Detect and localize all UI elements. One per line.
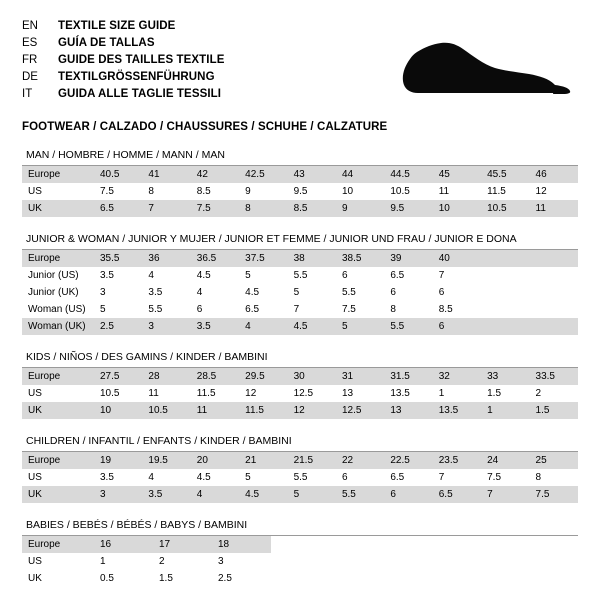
size-cell: 1 xyxy=(433,385,481,402)
page-title: FOOTWEAR / CALZADO / CHAUSSURES / SCHUHE / CALZATURE xyxy=(22,121,388,133)
row-label: Europe xyxy=(22,250,94,267)
size-cell: 5 xyxy=(336,318,384,335)
size-cell: 23.5 xyxy=(433,452,481,469)
language-title: GUIDA ALLE TAGLIE TESSILI xyxy=(58,88,222,100)
size-cell: 3 xyxy=(94,284,142,301)
size-table xyxy=(22,536,271,587)
size-cell: 6 xyxy=(384,284,432,301)
row-label: UK xyxy=(22,570,94,587)
language-code: EN xyxy=(22,20,38,32)
size-cell: 6 xyxy=(433,284,481,301)
group-title: CHILDREN / INFANTIL / ENFANTS / KINDER / BAMBINI xyxy=(26,435,292,447)
size-cell: 44 xyxy=(336,166,384,183)
size-cell: 12.5 xyxy=(288,385,336,402)
size-cell-empty xyxy=(481,301,529,318)
size-cell: 7.5 xyxy=(94,183,142,200)
size-cell: 32 xyxy=(433,368,481,385)
language-title: GUÍA DE TALLAS xyxy=(58,37,155,49)
size-cell: 10.5 xyxy=(384,183,432,200)
size-cell: 17 xyxy=(153,536,212,553)
size-cell: 2 xyxy=(153,553,212,570)
size-cell: 37.5 xyxy=(239,250,287,267)
size-cell: 2.5 xyxy=(94,318,142,335)
size-cell: 11 xyxy=(142,385,190,402)
size-cell: 0.5 xyxy=(94,570,153,587)
size-cell-empty xyxy=(481,284,529,301)
size-cell: 2 xyxy=(530,385,578,402)
size-cell: 16 xyxy=(94,536,153,553)
size-cell: 3.5 xyxy=(94,469,142,486)
size-cell: 1 xyxy=(481,402,529,419)
row-label: US xyxy=(22,553,94,570)
language-title: TEXTILE SIZE GUIDE xyxy=(58,20,176,32)
size-cell: 11.5 xyxy=(481,183,529,200)
size-cell: 7 xyxy=(433,267,481,284)
size-cell-empty xyxy=(530,284,578,301)
row-label: Woman (UK) xyxy=(22,318,94,335)
size-cell: 3 xyxy=(142,318,190,335)
row-label: Woman (US) xyxy=(22,301,94,318)
size-cell: 10 xyxy=(94,402,142,419)
size-cell: 1.5 xyxy=(481,385,529,402)
size-group-babies xyxy=(22,519,578,587)
size-cell: 6 xyxy=(384,486,432,503)
row-label: Europe xyxy=(22,166,94,183)
size-cell: 22.5 xyxy=(384,452,432,469)
row-label: UK xyxy=(22,486,94,503)
size-cell-empty xyxy=(530,267,578,284)
table-row xyxy=(22,570,271,587)
size-cell: 33.5 xyxy=(530,368,578,385)
size-cell: 11.5 xyxy=(191,385,239,402)
size-cell: 10.5 xyxy=(94,385,142,402)
language-row xyxy=(22,18,225,35)
size-cell: 5.5 xyxy=(288,267,336,284)
language-title-rows xyxy=(22,18,225,103)
size-cell: 4 xyxy=(191,486,239,503)
row-label: US xyxy=(22,385,94,402)
table-row xyxy=(22,250,578,267)
table-row xyxy=(22,183,578,200)
size-cell: 42.5 xyxy=(239,166,287,183)
size-cell: 7.5 xyxy=(530,486,578,503)
size-cell: 8 xyxy=(239,200,287,217)
size-cell: 38 xyxy=(288,250,336,267)
size-cell: 3 xyxy=(212,553,271,570)
size-cell: 6.5 xyxy=(384,267,432,284)
size-group-children xyxy=(22,435,578,503)
size-cell: 8 xyxy=(142,183,190,200)
table-row xyxy=(22,402,578,419)
size-cell: 6.5 xyxy=(433,486,481,503)
size-cell-empty xyxy=(481,267,529,284)
row-label: Europe xyxy=(22,452,94,469)
size-cell: 4 xyxy=(142,267,190,284)
size-cell: 4 xyxy=(239,318,287,335)
size-cell: 7.5 xyxy=(481,469,529,486)
size-cell: 8.5 xyxy=(191,183,239,200)
size-cell: 5 xyxy=(288,284,336,301)
size-cell: 45 xyxy=(433,166,481,183)
row-label: US xyxy=(22,183,94,200)
size-cell-empty xyxy=(530,301,578,318)
size-cell: 45.5 xyxy=(481,166,529,183)
size-cell: 9.5 xyxy=(384,200,432,217)
size-cell: 12 xyxy=(530,183,578,200)
size-cell: 7 xyxy=(142,200,190,217)
table-row xyxy=(22,368,578,385)
size-cell: 1.5 xyxy=(153,570,212,587)
size-cell: 12.5 xyxy=(336,402,384,419)
table-row xyxy=(22,536,271,553)
size-cell: 9.5 xyxy=(288,183,336,200)
table-row xyxy=(22,166,578,183)
language-row xyxy=(22,86,225,103)
table-row xyxy=(22,553,271,570)
table-row xyxy=(22,267,578,284)
size-cell: 12 xyxy=(239,385,287,402)
table-row xyxy=(22,486,578,503)
size-cell: 4.5 xyxy=(239,284,287,301)
size-cell: 35.5 xyxy=(94,250,142,267)
size-cell: 13.5 xyxy=(384,385,432,402)
size-cell: 4.5 xyxy=(288,318,336,335)
size-cell: 46 xyxy=(530,166,578,183)
size-cell: 3.5 xyxy=(191,318,239,335)
size-cell: 25 xyxy=(530,452,578,469)
size-cell: 4 xyxy=(142,469,190,486)
size-cell: 36.5 xyxy=(191,250,239,267)
dress-shoe-icon xyxy=(377,28,572,103)
size-cell: 6.5 xyxy=(239,301,287,318)
size-cell: 7 xyxy=(481,486,529,503)
size-cell-empty xyxy=(481,250,529,267)
size-cell: 10 xyxy=(433,200,481,217)
size-cell: 29.5 xyxy=(239,368,287,385)
language-title: TEXTILGRÖSSENFÜHRUNG xyxy=(58,71,215,83)
size-cell: 28 xyxy=(142,368,190,385)
size-cell: 36 xyxy=(142,250,190,267)
size-cell: 41 xyxy=(142,166,190,183)
size-cell: 7.5 xyxy=(336,301,384,318)
table-row xyxy=(22,284,578,301)
size-cell: 11.5 xyxy=(239,402,287,419)
size-cell-empty xyxy=(530,318,578,335)
size-cell: 6 xyxy=(336,469,384,486)
size-cell: 1 xyxy=(94,553,153,570)
row-label: UK xyxy=(22,200,94,217)
size-cell: 4.5 xyxy=(191,267,239,284)
size-cell: 1.5 xyxy=(530,402,578,419)
size-cell: 42 xyxy=(191,166,239,183)
size-cell: 44.5 xyxy=(384,166,432,183)
size-cell: 40 xyxy=(433,250,481,267)
row-label: Junior (US) xyxy=(22,267,94,284)
language-row xyxy=(22,52,225,69)
size-cell: 5 xyxy=(94,301,142,318)
size-cell: 4.5 xyxy=(191,469,239,486)
size-cell: 5.5 xyxy=(336,486,384,503)
size-cell: 30 xyxy=(288,368,336,385)
size-cell: 3 xyxy=(94,486,142,503)
size-cell: 33 xyxy=(481,368,529,385)
size-cell: 9 xyxy=(239,183,287,200)
language-row xyxy=(22,35,225,52)
size-table xyxy=(22,452,578,503)
table-row xyxy=(22,318,578,335)
size-cell: 13 xyxy=(336,385,384,402)
language-row xyxy=(22,69,225,86)
size-cell: 3.5 xyxy=(94,267,142,284)
size-group-kids xyxy=(22,351,578,419)
size-cell: 4.5 xyxy=(239,486,287,503)
size-cell: 11 xyxy=(191,402,239,419)
size-cell: 22 xyxy=(336,452,384,469)
size-cell: 6 xyxy=(191,301,239,318)
size-cell: 7.5 xyxy=(191,200,239,217)
language-title: GUIDE DES TAILLES TEXTILE xyxy=(58,54,225,66)
row-label: Europe xyxy=(22,368,94,385)
size-cell: 38.5 xyxy=(336,250,384,267)
size-cell: 7 xyxy=(433,469,481,486)
size-cell: 43 xyxy=(288,166,336,183)
row-label: US xyxy=(22,469,94,486)
size-cell: 12 xyxy=(288,402,336,419)
size-cell: 2.5 xyxy=(212,570,271,587)
size-cell: 10 xyxy=(336,183,384,200)
size-cell: 31 xyxy=(336,368,384,385)
size-cell: 5.5 xyxy=(384,318,432,335)
size-cell: 21.5 xyxy=(288,452,336,469)
babies-table-wrap xyxy=(22,536,260,587)
size-cell: 4 xyxy=(191,284,239,301)
table-row xyxy=(22,469,578,486)
size-cell: 6.5 xyxy=(94,200,142,217)
size-cell: 5.5 xyxy=(142,301,190,318)
size-cell: 5 xyxy=(288,486,336,503)
size-cell: 3.5 xyxy=(142,284,190,301)
size-cell: 8 xyxy=(530,469,578,486)
size-cell: 6 xyxy=(336,267,384,284)
size-cell: 10.5 xyxy=(481,200,529,217)
page-header xyxy=(22,18,578,103)
size-cell: 5.5 xyxy=(336,284,384,301)
size-group-junior-woman xyxy=(22,233,578,335)
size-cell-empty xyxy=(530,250,578,267)
size-table xyxy=(22,250,578,335)
size-cell: 3.5 xyxy=(142,486,190,503)
row-label: UK xyxy=(22,402,94,419)
size-cell: 20 xyxy=(191,452,239,469)
size-cell: 6 xyxy=(433,318,481,335)
size-cell: 39 xyxy=(384,250,432,267)
size-cell: 13 xyxy=(384,402,432,419)
table-row xyxy=(22,301,578,318)
size-cell: 9 xyxy=(336,200,384,217)
group-title: JUNIOR & WOMAN / JUNIOR Y MUJER / JUNIOR ET FEMME / JUNIOR UND FRAU / JUNIOR E DONA xyxy=(26,233,517,245)
table-row xyxy=(22,200,578,217)
size-cell: 10.5 xyxy=(142,402,190,419)
size-cell: 27.5 xyxy=(94,368,142,385)
size-group-man xyxy=(22,149,578,217)
row-label: Junior (UK) xyxy=(22,284,94,301)
group-title: BABIES / BEBÉS / BÉBÉS / BABYS / BAMBINI xyxy=(26,519,248,531)
table-row xyxy=(22,385,578,402)
size-cell: 11 xyxy=(530,200,578,217)
size-cell: 19 xyxy=(94,452,142,469)
language-code: IT xyxy=(22,88,33,100)
size-cell: 21 xyxy=(239,452,287,469)
language-code: FR xyxy=(22,54,38,66)
size-cell: 40.5 xyxy=(94,166,142,183)
size-cell: 13.5 xyxy=(433,402,481,419)
size-cell: 5.5 xyxy=(288,469,336,486)
size-table xyxy=(22,368,578,419)
size-cell: 19.5 xyxy=(142,452,190,469)
group-title: MAN / HOMBRE / HOMME / MANN / MAN xyxy=(26,149,225,161)
table-row xyxy=(22,452,578,469)
size-cell-empty xyxy=(481,318,529,335)
size-cell: 28.5 xyxy=(191,368,239,385)
group-title: KIDS / NIÑOS / DES GAMINS / KINDER / BAMBINI xyxy=(26,351,268,363)
size-cell: 18 xyxy=(212,536,271,553)
language-code: ES xyxy=(22,37,38,49)
size-cell: 8 xyxy=(384,301,432,318)
size-table xyxy=(22,166,578,217)
size-cell: 11 xyxy=(433,183,481,200)
size-cell: 8.5 xyxy=(433,301,481,318)
size-cell: 8.5 xyxy=(288,200,336,217)
size-cell: 31.5 xyxy=(384,368,432,385)
size-cell: 7 xyxy=(288,301,336,318)
size-cell: 6.5 xyxy=(384,469,432,486)
size-cell: 5 xyxy=(239,469,287,486)
language-title-list xyxy=(22,18,225,103)
language-code: DE xyxy=(22,71,38,83)
size-cell: 5 xyxy=(239,267,287,284)
size-cell: 24 xyxy=(481,452,529,469)
row-label: Europe xyxy=(22,536,94,553)
